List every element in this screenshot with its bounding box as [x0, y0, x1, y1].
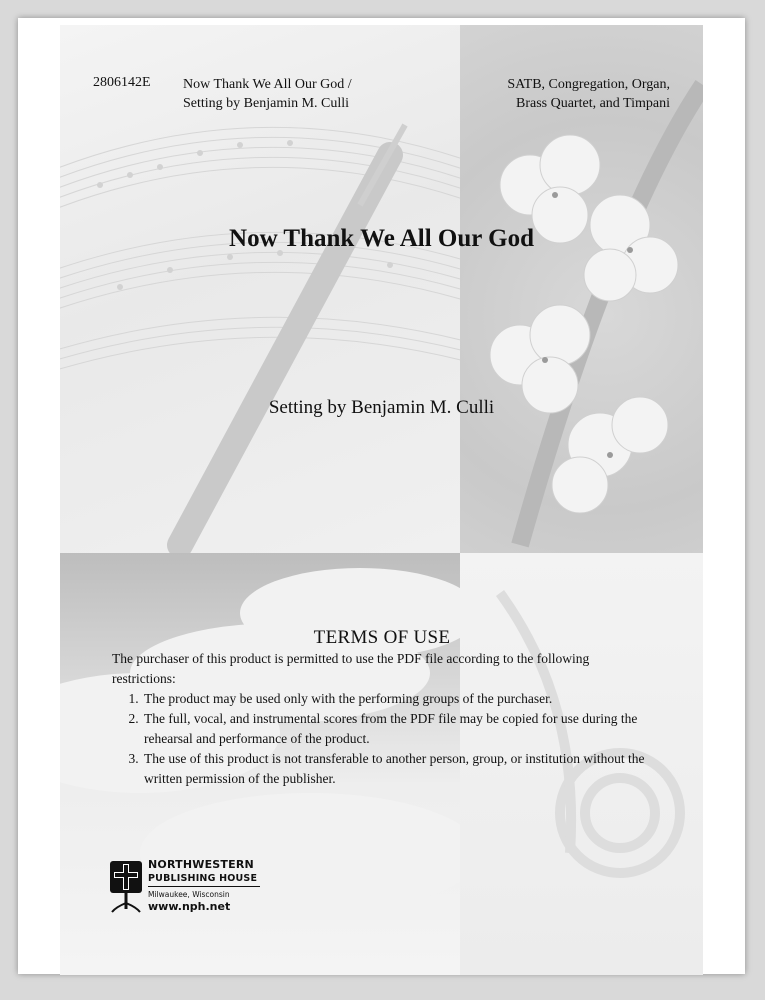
publisher-name	[148, 859, 257, 884]
header-title	[183, 75, 352, 113]
publisher-logo	[108, 857, 278, 917]
product-code: 2806142E	[93, 75, 151, 90]
logo-divider	[148, 886, 260, 887]
terms-of-use	[112, 628, 652, 789]
terms-intro: The purchaser of this product is permitted to use the PDF file according to the following restrictions:	[112, 651, 590, 686]
publisher-location: Milwaukee, Wisconsin	[148, 890, 230, 899]
cover-page	[60, 25, 703, 975]
header-title-line2: Setting by Benjamin M. Culli	[183, 96, 350, 111]
terms-item: 2. The full, vocal, and instrumental scores from the PDF file may be copied for use during the rehearsal and performance of the product.	[142, 709, 652, 749]
terms-item: 3. The use of this product is not transferable to another person, group, or institution without the written permission of the publisher.	[142, 749, 652, 789]
voicing	[507, 75, 670, 113]
header-title-line1: Now Thank We All Our God /	[183, 77, 352, 92]
terms-heading: TERMS OF USE	[313, 627, 451, 648]
main-title: Now Thank We All Our God	[229, 225, 534, 252]
terms-list	[112, 689, 652, 789]
publisher-name-line2: PUBLISHING HOUSE	[148, 873, 258, 884]
voicing-line1: SATB, Congregation, Organ,	[507, 77, 670, 92]
publisher-url[interactable]: www.nph.net	[148, 900, 231, 913]
cross-tree-logo-icon	[108, 859, 144, 913]
terms-item: 1. The product may be used only with the performing groups of the purchaser.	[142, 689, 652, 709]
publisher-name-line1: NORTHWESTERN	[148, 858, 254, 871]
setting-subtitle: Setting by Benjamin M. Culli	[268, 397, 495, 418]
voicing-line2: Brass Quartet, and Timpani	[516, 96, 670, 111]
